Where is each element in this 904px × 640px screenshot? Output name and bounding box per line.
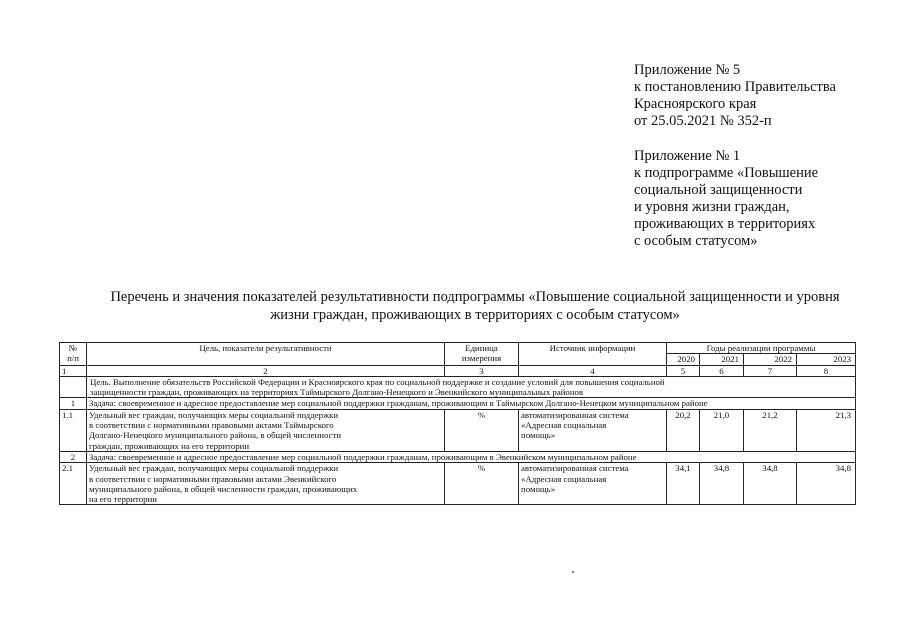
indicator-num: 1.1 [60,409,87,451]
table-header-row [60,343,856,354]
appendix-1-line: проживающих в территориях [634,216,816,232]
indicator-text: Удельный вес граждан, получающих меры социальной поддержки в соответствии с нормативными правовыми актами Эвенкийского муниципального района, в общей численности граждан, проживающих на его территории [87,463,445,505]
column-number: 3 [445,365,519,376]
goal-row [60,376,856,398]
appendix-5-header [634,62,836,130]
column-number: 8 [797,365,856,376]
header-goal: Цель, показатели результативности [87,343,445,366]
indicator-value: 34,8 [744,463,797,505]
indicator-row [60,409,856,451]
column-number: 7 [744,365,797,376]
header-year: 2023 [797,354,856,365]
header-unit: Единица измерения [445,343,519,366]
indicator-unit: % [445,463,519,505]
indicator-source: автоматизированная система «Адресная социальная помощь» [519,463,667,505]
indicator-text: Удельный вес граждан, получающих меры социальной поддержки в соответствии с нормативными правовыми актами Таймырского Долгано-Ненецкого муниципального района, в общей численности граждан, проживающих на его территории [87,409,445,451]
task-num: 2 [60,451,87,462]
appendix-1-line: и уровня жизни граждан, [634,199,790,215]
appendix-1-line: к подпрограмме «Повышение [634,165,819,181]
header-num: № п/п [60,343,87,366]
indicators-table [59,342,856,505]
column-number: 1 [60,365,87,376]
task-row [60,398,856,409]
appendix-1-line: Приложение № 1 [634,148,741,164]
indicator-value: 21,0 [700,409,744,451]
indicator-unit: % [445,409,519,451]
document-title-line: жизни граждан, проживающих в территориях с особым статусом» [270,307,680,323]
indicator-num: 2.1 [60,463,87,505]
column-number: 4 [519,365,667,376]
header-year: 2020 [667,354,700,365]
indicator-value: 20,2 [667,409,700,451]
task-num: 1 [60,398,87,409]
header-source: Источник информации [519,343,667,366]
indicator-source: автоматизированная система «Адресная социальная помощь» [519,409,667,451]
appendix-1-line: с особым статусом» [634,233,758,249]
document-title [60,288,890,324]
column-number: 2 [87,365,445,376]
indicator-value: 21,3 [797,409,856,451]
task-text: Задача: своевременное и адресное предоставление мер социальной поддержки гражданам, проживающим в Таймырском Долгано-Ненецком муниципальном районе [87,398,856,409]
document-title-line: Перечень и значения показателей результативности подпрограммы «Повышение социальной защищенности и уровня [110,289,840,305]
indicator-value: 34,8 [700,463,744,505]
header-years: Годы реализации программы [667,343,856,354]
appendix-5-line: Приложение № 5 [634,62,741,78]
scan-speck [572,571,574,573]
appendix-5-line: к постановлению Правительства [634,79,836,95]
task-row [60,451,856,462]
appendix-5-line: от 25.05.2021 № 352-п [634,113,772,129]
header-year: 2021 [700,354,744,365]
column-numbers-row [60,365,856,376]
task-text: Задача: своевременное и адресное предоставление мер социальной поддержки гражданам, проживающим в Эвенкийском муниципальном районе [87,451,856,462]
indicator-row [60,463,856,505]
appendix-5-line: Красноярского края [634,96,757,112]
goal-num-cell [60,376,87,398]
appendix-1-header [634,148,818,250]
goal-text: Цель. Выполнение обязательств Российской Федерации и Красноярского края по социальной поддержке и создание условий для повышения социальной защищенности граждан, проживающих на территориях Таймырского Долгано-Ненецкого и Эвенкийского муниципальных районов [87,376,856,398]
appendix-1-line: социальной защищенности [634,182,803,198]
indicator-value: 34,1 [667,463,700,505]
indicator-value: 21,2 [744,409,797,451]
indicator-value: 34,8 [797,463,856,505]
column-number: 6 [700,365,744,376]
column-number: 5 [667,365,700,376]
header-year: 2022 [744,354,797,365]
